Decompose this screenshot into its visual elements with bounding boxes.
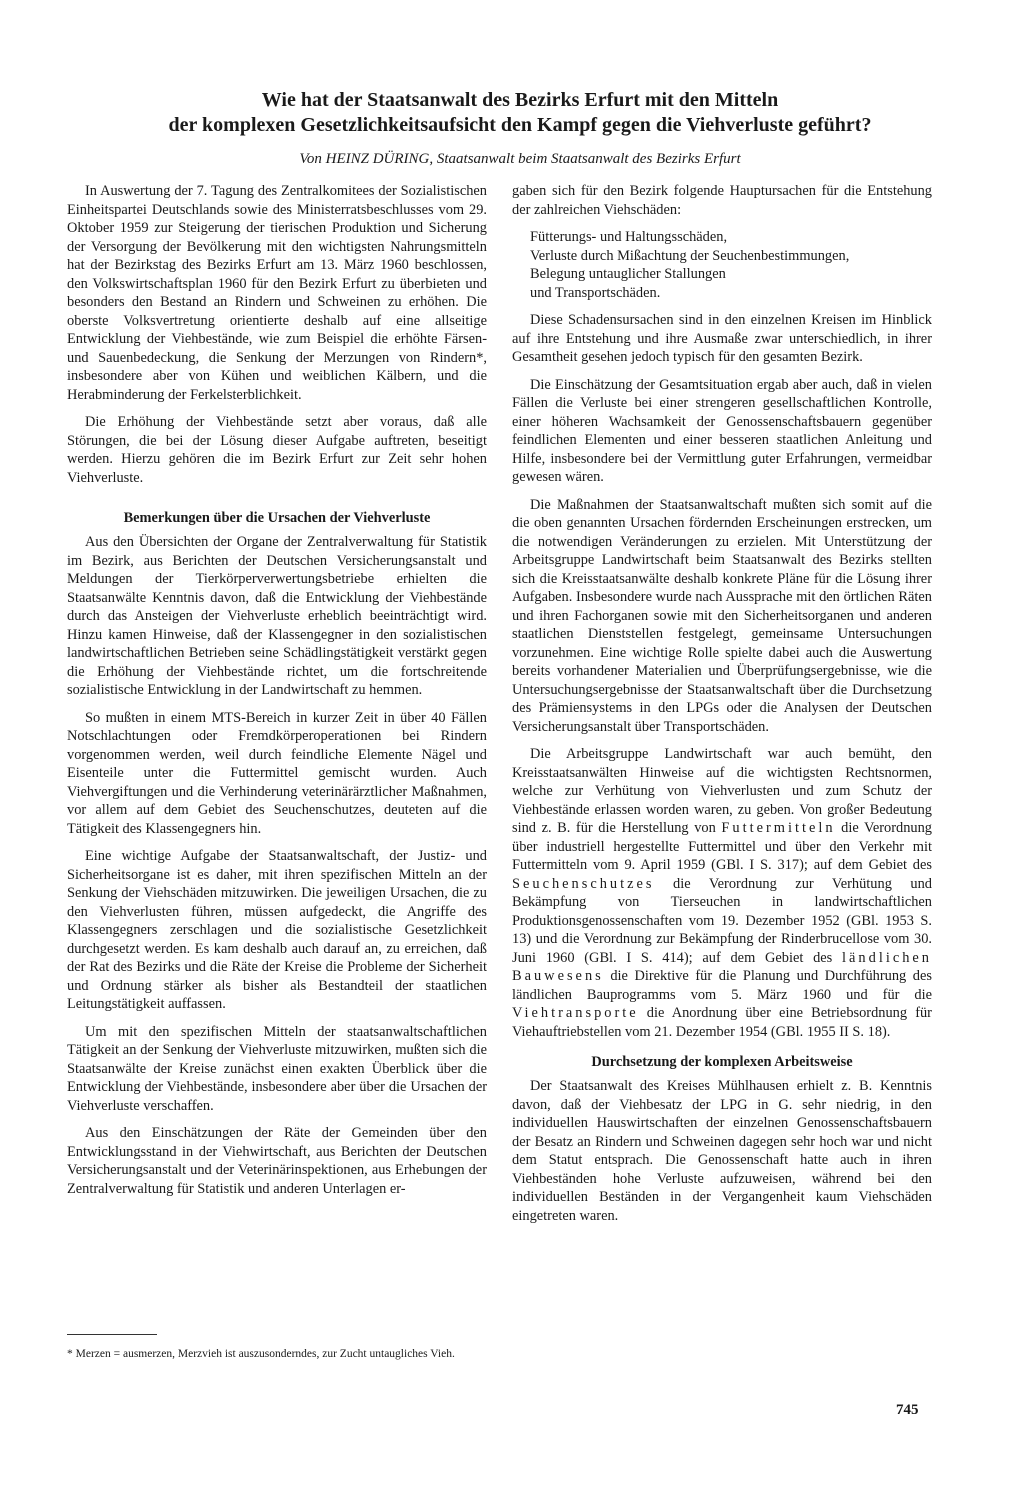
list-item: Fütterungs- und Haltungsschäden,: [530, 229, 728, 245]
footnote-divider: [67, 1334, 157, 1335]
spaced-term: Futtermitteln: [721, 820, 836, 836]
text-run: die Direktive für die Planung und Durchführung des ländlichen Bauprogramms vom 5. März 1960 und für die: [512, 968, 932, 1003]
page-number: 745: [896, 1402, 919, 1418]
footnote: * Merzen = ausmerzen, Merzvieh ist auszusonderndes, zur Zucht untaugliches Vieh.: [67, 1348, 455, 1360]
spaced-term: Seuchenschutzes: [512, 875, 655, 892]
article-title-line-1: Wie hat der Staatsanwalt des Bezirks Erfurt mit den Mitteln: [261, 89, 779, 111]
paragraph: Die Maßnahmen der Staatsanwaltschaft mußten sich somit auf die die oben genannten Ursachen fördernden Erscheinungen erstrecken, um die notwendigen Veränderungen zu erzielen. Mit Unterstützung der Arbeitsgruppe Landwirtschaft beim Staatsanwalt des Bezirks stellten sich die Kreisstaatsanwälte deshalb konkrete Pläne für die Lösung ihrer Aufgaben. Insbesondere wurde nach Aussprache mit den örtlichen Räten und ihren Fachorganen sowie mit den Sicherheitsorganen und anderen staatlichen Dienststellen festgelegt, gemeinsame Untersuchungen vorzunehmen. Eine wichtige Rolle spielte dabei auch die Auswertung bereits vorhandener Materialien und Überprüfungsergebnisse, wie die Untersuchungsergebnisse der Staatsanwaltschaft über die Durchsetzung des Prämiensystems in den LPGs oder die Analysen der Deutschen Versicherungsanstalt über Transportschäden.: [512, 496, 932, 735]
paragraph: Diese Schadensursachen sind in den einzelnen Kreisen im Hinblick auf ihre Entstehung und ihre Ausmaße zwar unterschiedlich, in ihrer Gesamtheit gesehen jedoch typisch für den gesamten Bezirk.: [512, 312, 932, 365]
list-item: Verluste durch Mißachtung der Seuchenbestimmungen,: [530, 247, 850, 264]
section-heading: Bemerkungen über die Ursachen der Viehverluste: [123, 510, 431, 526]
section-heading: Durchsetzung der komplexen Arbeitsweise: [591, 1054, 853, 1070]
author-byline: Von HEINZ DÜRING, Staatsanwalt beim Staatsanwalt des Bezirks Erfurt: [299, 151, 741, 167]
article-title: [80, 88, 960, 138]
paragraph: In Auswertung der 7. Tagung des Zentralkomitees der Sozialistischen Einheitspartei Deutschlands sowie des Ministerratsbeschlusses vom 29. Oktober 1959 zur Steigerung der tierischen Produktion und Sicherung der Versorgung der Bevölkerung mit den wichtigsten Nahrungsmitteln hat der Bezirkstag des Bezirks Erfurt am 13. März 1960 beschlossen, den Volkswirtschaftsplan 1960 für den Bezirk Erfurt zu überbieten und besonders den Bestand an Rindern und Schweinen zu erhöhen. Die oberste Volksvertretung orientierte deshalb auf eine allseitige Entwicklung der Viehbestände, wie zum Beispiel die erhöhte Färsen- und Sauenbedeckung, die Senkung der Merzungen von Rindern*, insbesondere aber von Kühen und weiblichen Kälbern, und die Herabminderung der Ferkelsterblichkeit.: [67, 183, 487, 403]
paragraph: [512, 745, 932, 1041]
list-item: Belegung untauglicher Stallungen: [530, 266, 726, 282]
paragraph: Eine wichtige Aufgabe der Staatsanwaltschaft, der Justiz- und Sicherheitsorgane ist es daher, mit ihren spezifischen Mitteln an der Senkung der Viehschäden mitzuwirken. Die jeweiligen Ursachen, die zu den Viehverlusten führen, müssen aufgedeckt, die Angriffe des Klassengegners zerschlagen und die sozialistische Gesetzlichkeit durchgesetzt werden. Es kam deshalb auch darauf an, zu erreichen, daß der Rat des Bezirks und die Räte der Kreise die Probleme der Sicherheit und Ordnung stärker als bisher als Bestandteil der staatlichen Leitungstätigkeit auffassen.: [67, 848, 487, 1012]
paragraph: gaben sich für den Bezirk folgende Hauptursachen für die Entstehung der zahlreichen Viehschäden:: [512, 183, 932, 218]
text-run: Die Arbeitsgruppe Landwirtschaft war auch bemüht, den Kreisstaatsanwälten Hinweise auf die wichtigsten Rechtsnormen, welche zur Verhütung von Viehverlusten und zum Schutz der Viehbestände erlassen worden waren, zu geben. Von großer Bedeutung sind z. B. für die Herstellung von: [512, 746, 932, 836]
paragraph: Aus den Einschätzungen der Räte der Gemeinden über den Entwicklungsstand in der Viehwirtschaft, aus Berichten der Deutschen Versicherungsanstalt und der Veterinärinspektionen, aus Erhebungen der Zentralverwaltung für Statistik und anderen Unterlagen er-: [67, 1125, 487, 1197]
paragraph: Die Erhöhung der Viehbestände setzt aber voraus, daß alle Störungen, die bei der Lösung dieser Aufgabe auftreten, beseitigt werden. Hierzu gehören die im Bezirk Erfurt zur Zeit sehr hohen Viehverluste.: [67, 414, 487, 486]
right-column: [512, 182, 932, 1234]
paragraph: So mußten in einem MTS-Bereich in kurzer Zeit in über 40 Fällen Notschlachtungen oder Fremdkörperoperationen bei Rindern vorgenommen werden, weil durch feindliche Elemente Nägel und Eisenteile unter die Futtermittel gemischt wurden. Auch Viehvergiftungen und die Verhinderung veterinärärztlicher Maßnahmen, vor allem auf dem Gebiet des Seuchenschutzes, deuteten auf die Tätigkeit des Klassengegners hin.: [67, 709, 487, 837]
text-run: die Verordnung zur Verhütung und Bekämpfung von Tierseuchen in landwirtschaftlichen Produktionsgenossenschaften vom 19. Dezember 1952 (GBl. 1953 S. 13) und die Verordnung zur Bekämpfung der Rinderbrucellose vom 30. Juni 1960 (GBl. I S. 414); auf dem Gebiet des: [512, 875, 932, 966]
paragraph: Die Einschätzung der Gesamtsituation ergab aber auch, daß in vielen Fällen die Verluste bei einer strengeren gesellschaftlichen Kontrolle, einer höheren Wachsamkeit der Genossenschaftsbauern gegenüber feindlichen Elementen und einer besseren staatlichen Anleitung und Hilfe, insbesondere bei der Vermittlung guter Erfahrungen, vermeidbar gewesen wären.: [512, 376, 932, 485]
spaced-term: ländlichen Bauwesens: [512, 949, 932, 984]
paragraph: Aus den Übersichten der Organe der Zentralverwaltung für Statistik im Bezirk, aus Berichten der Deutschen Versicherungsanstalt und Meldungen der Tierkörperverwertungsbetriebe erhielten die Staatsanwälte Kenntnis davon, daß die Entwicklung der Viehbestände durch das Ansteigen der Viehverluste erheblich beeinträchtigt wird. Hinzu kamen Hinweise, daß der Klassengegner in den sozialistischen landwirtschaftlichen Betrieben seine Schädlingstätigkeit verstärkt gegen die Erhöhung der Viehbestände richtet, um die fortschreitende sozialistische Entwicklung in der Landwirtschaft zu hemmen.: [67, 534, 487, 698]
cause-list: [512, 228, 932, 302]
article-title-line-2: der komplexen Gesetzlichkeitsaufsicht den Kampf gegen die Viehverluste geführt?: [168, 114, 872, 136]
text-run: die Verordnung über industriell hergestellte Futtermittel und über den Verkehr mit Futtermitteln vom 9. April 1959 (GBl. I S. 317); auf dem Gebiet des: [512, 820, 932, 873]
paragraph: Um mit den spezifischen Mitteln der staatsanwaltschaftlichen Tätigkeit an der Senkung der Viehverluste mitzuwirken, mußten sich die Staatsanwälte der Kreise zunächst einen exakten Überblick über die Entwicklung der Viehbestände, insbesondere aber über die Ursachen der Viehverluste verschaffen.: [67, 1023, 487, 1114]
list-item: und Transportschäden.: [530, 284, 661, 301]
paragraph: Der Staatsanwalt des Kreises Mühlhausen erhielt z. B. Kenntnis davon, daß der Viehbesatz der LPG in G. sehr niedrig, in den individuellen Hauswirtschaften der einzelnen Genossenschaftsbauern der Besatz an Rindern und Schweinen dagegen sehr hoch war und nicht dem Statut entsprach. Die Genossenschaft hatte auch in ihren Viehbeständen hohe Verluste aufzuweisen, während bei den individuellen Beständen in der Vergangenheit kaum Viehschäden eingetreten waren.: [512, 1078, 932, 1224]
spaced-term: Viehtransporte: [512, 1005, 639, 1021]
text-run: die Anordnung über eine Betriebsordnung für Viehauftriebstellen vom 21. Dezember 1954 (GBl. 1955 II S. 18).: [512, 1005, 932, 1040]
left-column: [67, 182, 487, 1207]
